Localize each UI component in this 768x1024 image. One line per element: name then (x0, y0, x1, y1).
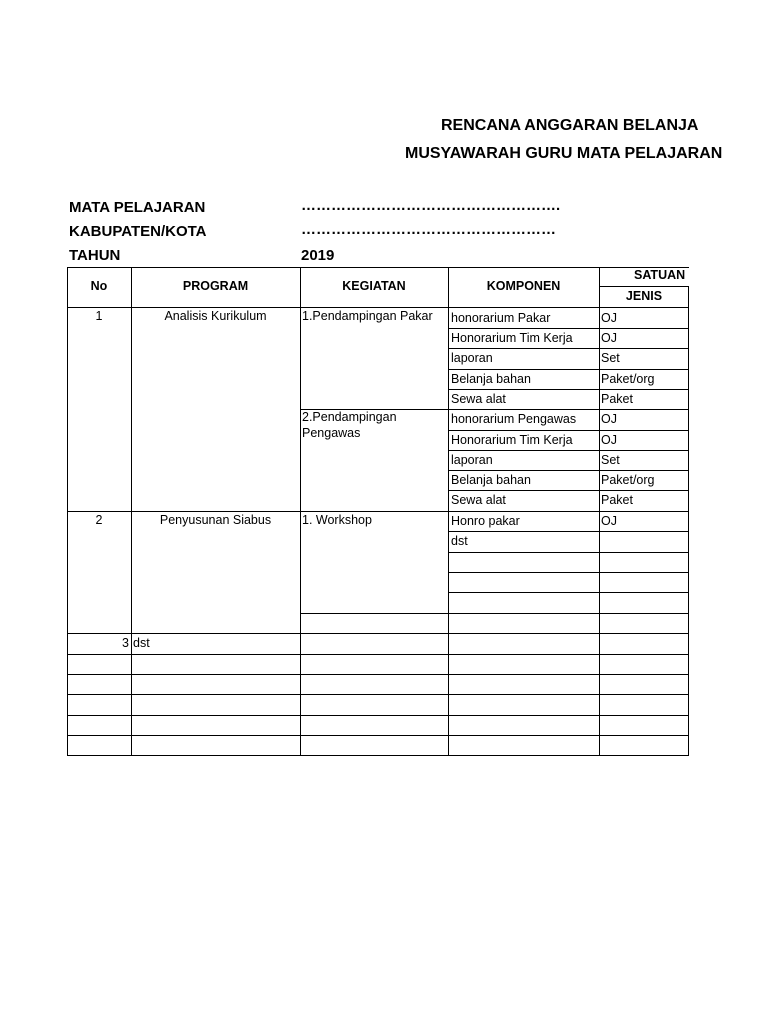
row-border (67, 633, 689, 634)
row-border (448, 592, 689, 593)
header-program: PROGRAM (182, 279, 249, 293)
row-border (448, 328, 689, 329)
header-no: No (90, 279, 108, 293)
row-border (67, 694, 689, 695)
row-border (67, 654, 689, 655)
row-kegiatan: Pengawas (302, 426, 361, 440)
row-kegiatan: 1. Workshop (302, 513, 372, 527)
header-satuan: SATUAN (634, 268, 686, 282)
row-border (67, 267, 689, 268)
kabupaten-value: …………………………………………… (301, 221, 556, 238)
row-border (448, 430, 689, 431)
kabupaten-label: KABUPATEN/KOTA (69, 223, 207, 240)
row-jenis: Paket (601, 392, 633, 406)
header-kegiatan: KEGIATAN (342, 279, 406, 293)
row-program: dst (133, 636, 150, 650)
row-komponen: Sewa alat (451, 493, 506, 507)
row-jenis: Paket (601, 493, 633, 507)
row-komponen: Belanja bahan (451, 473, 531, 487)
row-program: Analisis Kurikulum (164, 309, 267, 323)
row-jenis: Set (601, 453, 620, 467)
row-komponen: laporan (451, 351, 493, 365)
row-kegiatan: 2.Pendampingan (302, 410, 397, 424)
header-jenis: JENIS (625, 289, 663, 303)
row-komponen: laporan (451, 453, 493, 467)
row-jenis: OJ (601, 514, 617, 528)
row-border (448, 348, 689, 349)
header-komponen: KOMPONEN (486, 279, 561, 293)
document-title-line1: RENCANA ANGGARAN BELANJA (441, 117, 699, 134)
row-program: Penyusunan Siabus (159, 513, 272, 527)
row-no: 3 (122, 636, 129, 650)
row-border (599, 286, 689, 287)
row-komponen: Honorarium Tim Kerja (451, 433, 573, 447)
row-border (67, 735, 689, 736)
row-border (67, 674, 689, 675)
row-border (67, 511, 689, 512)
row-border (67, 307, 689, 308)
mata-pelajaran-label: MATA PELAJARAN (69, 199, 206, 216)
row-no: 1 (95, 309, 103, 323)
row-komponen: honorarium Pakar (451, 311, 551, 325)
row-kegiatan: 1.Pendampingan Pakar (302, 309, 433, 323)
row-jenis: Set (601, 351, 620, 365)
tahun-value: 2019 (301, 247, 335, 264)
row-komponen: Sewa alat (451, 392, 506, 406)
row-komponen: Honro pakar (451, 514, 520, 528)
row-border (448, 490, 689, 491)
row-komponen: Honorarium Tim Kerja (451, 331, 573, 345)
row-border (448, 450, 689, 451)
row-komponen: Belanja bahan (451, 372, 531, 386)
row-border (300, 613, 689, 614)
row-komponen: honorarium Pengawas (451, 412, 577, 426)
row-komponen: dst (451, 534, 468, 548)
row-border (448, 531, 689, 532)
row-border (448, 552, 689, 553)
row-no: 2 (95, 513, 103, 527)
row-jenis: OJ (601, 311, 617, 325)
document-title-line2: MUSYAWARAH GURU MATA PELAJARAN (405, 145, 723, 162)
row-border (448, 369, 689, 370)
row-border (67, 755, 689, 756)
col-border (688, 286, 689, 756)
row-border (448, 470, 689, 471)
row-jenis: OJ (601, 412, 617, 426)
row-jenis: Paket/org (601, 473, 655, 487)
row-border (448, 389, 689, 390)
row-jenis: OJ (601, 331, 617, 345)
mata-pelajaran-value: ……………………………………………. (301, 197, 561, 214)
row-border (67, 715, 689, 716)
row-border (448, 572, 689, 573)
tahun-label: TAHUN (69, 247, 121, 264)
row-jenis: Paket/org (601, 372, 655, 386)
row-jenis: OJ (601, 433, 617, 447)
